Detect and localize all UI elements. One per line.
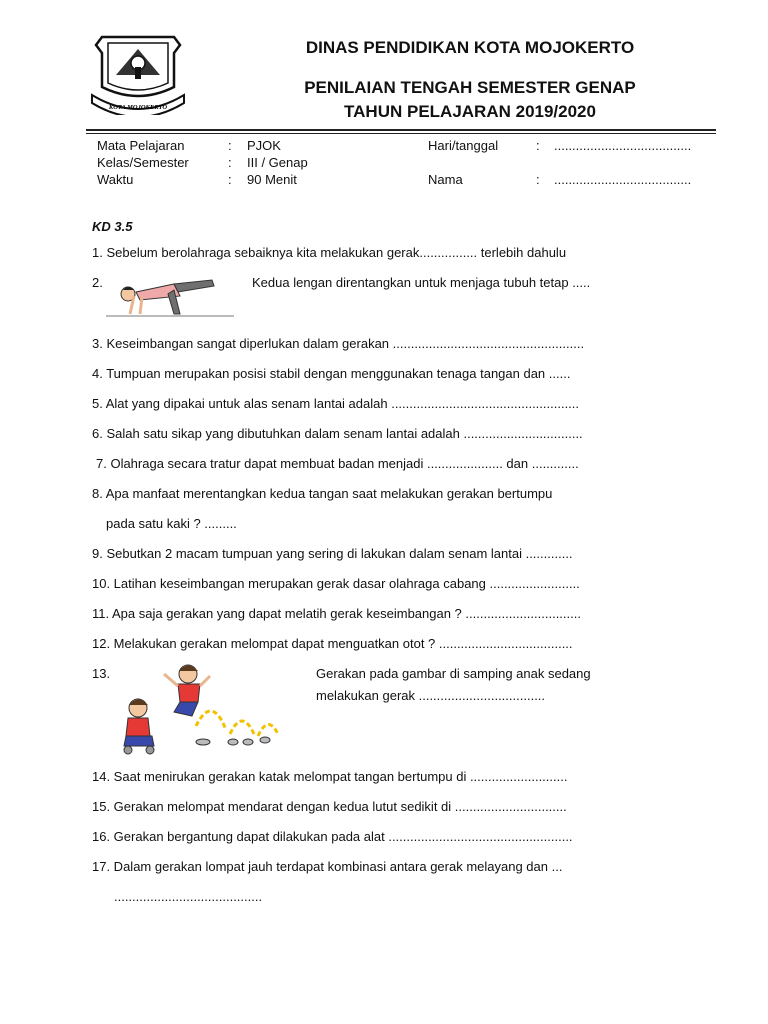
question-13: Gerakan pada gambar di samping anak sedang (316, 666, 591, 681)
question-10: 10. Latihan keseimbangan merupakan gerak dasar olahraga cabang ......................... (92, 576, 580, 591)
class-label: Kelas/Semester (97, 155, 189, 170)
colon: : (536, 172, 540, 187)
question-13-number: 13. (92, 666, 111, 681)
question-16: 16. Gerakan bergantung dapat dilakukan pada alat ................................................... (92, 829, 573, 844)
colon: : (536, 138, 540, 153)
question-12: 12. Melakukan gerakan melompat dapat menguatkan otot ? ..................................... (92, 636, 573, 651)
class-value: III / Genap (247, 155, 308, 170)
question-13-continued: melakukan gerak ................................... (316, 688, 546, 703)
question-6: 6. Salah satu sikap yang dibutuhkan dalam senam lantai adalah ................................. (92, 426, 583, 441)
question-4: 4. Tumpuan merupakan posisi stabil dengan menggunakan tenaga tangan dan ...... (92, 366, 571, 381)
header-exam-title: PENILAIAN TENGAH SEMESTER GENAP (304, 78, 636, 97)
subject-label: Mata Pelajaran (97, 138, 185, 153)
question-15: 15. Gerakan melompat mendarat dengan kedua lutut sedikit di ............................... (92, 799, 567, 814)
name-label: Nama (428, 172, 463, 187)
day-blank: ...................................... (554, 138, 692, 153)
colon: : (228, 138, 232, 153)
question-17-blank: ......................................... (114, 889, 263, 904)
question-3: 3. Keseimbangan sangat diperlukan dalam gerakan ..................................................... (92, 336, 585, 351)
question-7: 7. Olahraga secara tratur dapat membuat badan menjadi ..................... dan ............. (96, 456, 579, 471)
mojokerto-logo (88, 33, 188, 115)
header-year: TAHUN PELAJARAN 2019/2020 (344, 102, 596, 121)
day-label: Hari/tanggal (428, 138, 499, 153)
question-5: 5. Alat yang dipakai untuk alas senam lantai adalah .................................................... (92, 396, 580, 411)
question-9: 9. Sebutkan 2 macam tumpuan yang sering di lakukan dalam senam lantai ............. (92, 546, 573, 561)
kd-heading: KD 3.5 (92, 219, 133, 234)
question-8: 8. Apa manfaat merentangkan kedua tangan saat melakukan gerakan bertumpu (92, 486, 553, 501)
question-2-number: 2. (92, 275, 103, 290)
colon: : (228, 155, 232, 170)
time-label: Waktu (97, 172, 134, 187)
logo-text: KOTA MOJOKERTO (108, 104, 168, 111)
question-11: 11. Apa saja gerakan yang dapat melatih gerak keseimbangan ? ................................ (92, 606, 581, 621)
colon: : (228, 172, 232, 187)
question-8-continued: pada satu kaki ? ......... (106, 516, 237, 531)
subject-value: PJOK (247, 138, 281, 153)
question-17: 17. Dalam gerakan lompat jauh terdapat kombinasi antara gerak melayang dan ... (92, 859, 563, 874)
frog-jump-illustration (108, 660, 282, 756)
name-blank: ...................................... (554, 172, 692, 187)
header-divider-thin (86, 133, 716, 134)
question-2: Kedua lengan direntangkan untuk menjaga tubuh tetap ..... (252, 275, 591, 290)
balance-pose-illustration (102, 270, 238, 322)
header-divider (86, 129, 716, 131)
question-14: 14. Saat menirukan gerakan katak melompat tangan bertumpu di ........................... (92, 769, 568, 784)
time-value: 90 Menit (247, 172, 297, 187)
header-agency: DINAS PENDIDIKAN KOTA MOJOKERTO (305, 38, 635, 57)
question-1: 1. Sebelum berolahraga sebaiknya kita melakukan gerak................ terlebih dahulu (92, 245, 567, 260)
